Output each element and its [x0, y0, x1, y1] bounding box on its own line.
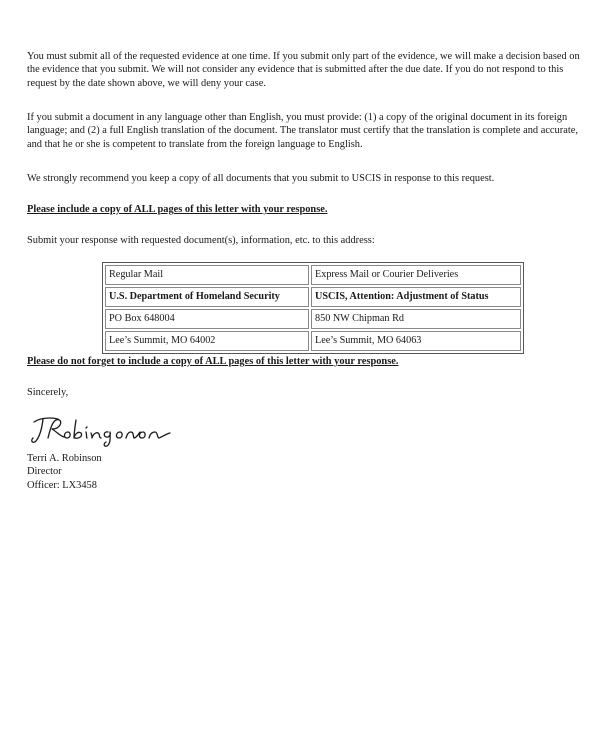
- table-cell: Lee’s Summit, MO 64002: [105, 331, 309, 351]
- signature-block: [27, 452, 102, 492]
- include-pages-notice: Please include a copy of ALL pages of this letter with your response.: [27, 204, 328, 215]
- mailing-address-table: [102, 262, 524, 354]
- translation-paragraph: If you submit a document in any language other than English, you must provide: (1) a copy of the original document in its foreign language; and (2) a full English translation of the document. The translator must certify that the translation is complete and accurate, and that he or she is competent to translate from the foreign language to English.: [27, 112, 578, 150]
- copy-recommendation-paragraph: We strongly recommend you keep a copy of all documents that you submit to USCIS in response to this request.: [27, 173, 495, 184]
- handwritten-signature: [28, 408, 178, 452]
- table-cell: PO Box 648004: [105, 309, 309, 329]
- table-row: [105, 309, 521, 329]
- closing: Sincerely,: [27, 387, 69, 398]
- evidence-paragraph: You must submit all of the requested evidence at one time. If you submit only part of the evidence, we will make a decision based on the evidence that you submit. We will not consider any evidence that is submitted after the due date. If you do not respond to this request by the date shown above, we will deny your case.: [27, 51, 580, 89]
- table-row: [105, 265, 521, 285]
- table-cell: Lee’s Summit, MO 64063: [311, 331, 521, 351]
- submit-instruction: Submit your response with requested document(s), information, etc. to this address:: [27, 235, 375, 246]
- table-cell: 850 NW Chipman Rd: [311, 309, 521, 329]
- table-cell: Express Mail or Courier Deliveries: [311, 265, 521, 285]
- table-cell: USCIS, Attention: Adjustment of Status: [311, 287, 521, 307]
- signer-title: Director: [27, 466, 62, 478]
- table-cell: U.S. Department of Homeland Security: [105, 287, 309, 307]
- table-row: [105, 331, 521, 351]
- table-row: [105, 287, 521, 307]
- table-cell: Regular Mail: [105, 265, 309, 285]
- do-not-forget-notice: Please do not forget to include a copy of ALL pages of this letter with your response.: [27, 356, 399, 367]
- officer-id: Officer: LX3458: [27, 479, 97, 491]
- signer-name: Terri A. Robinson: [27, 453, 102, 464]
